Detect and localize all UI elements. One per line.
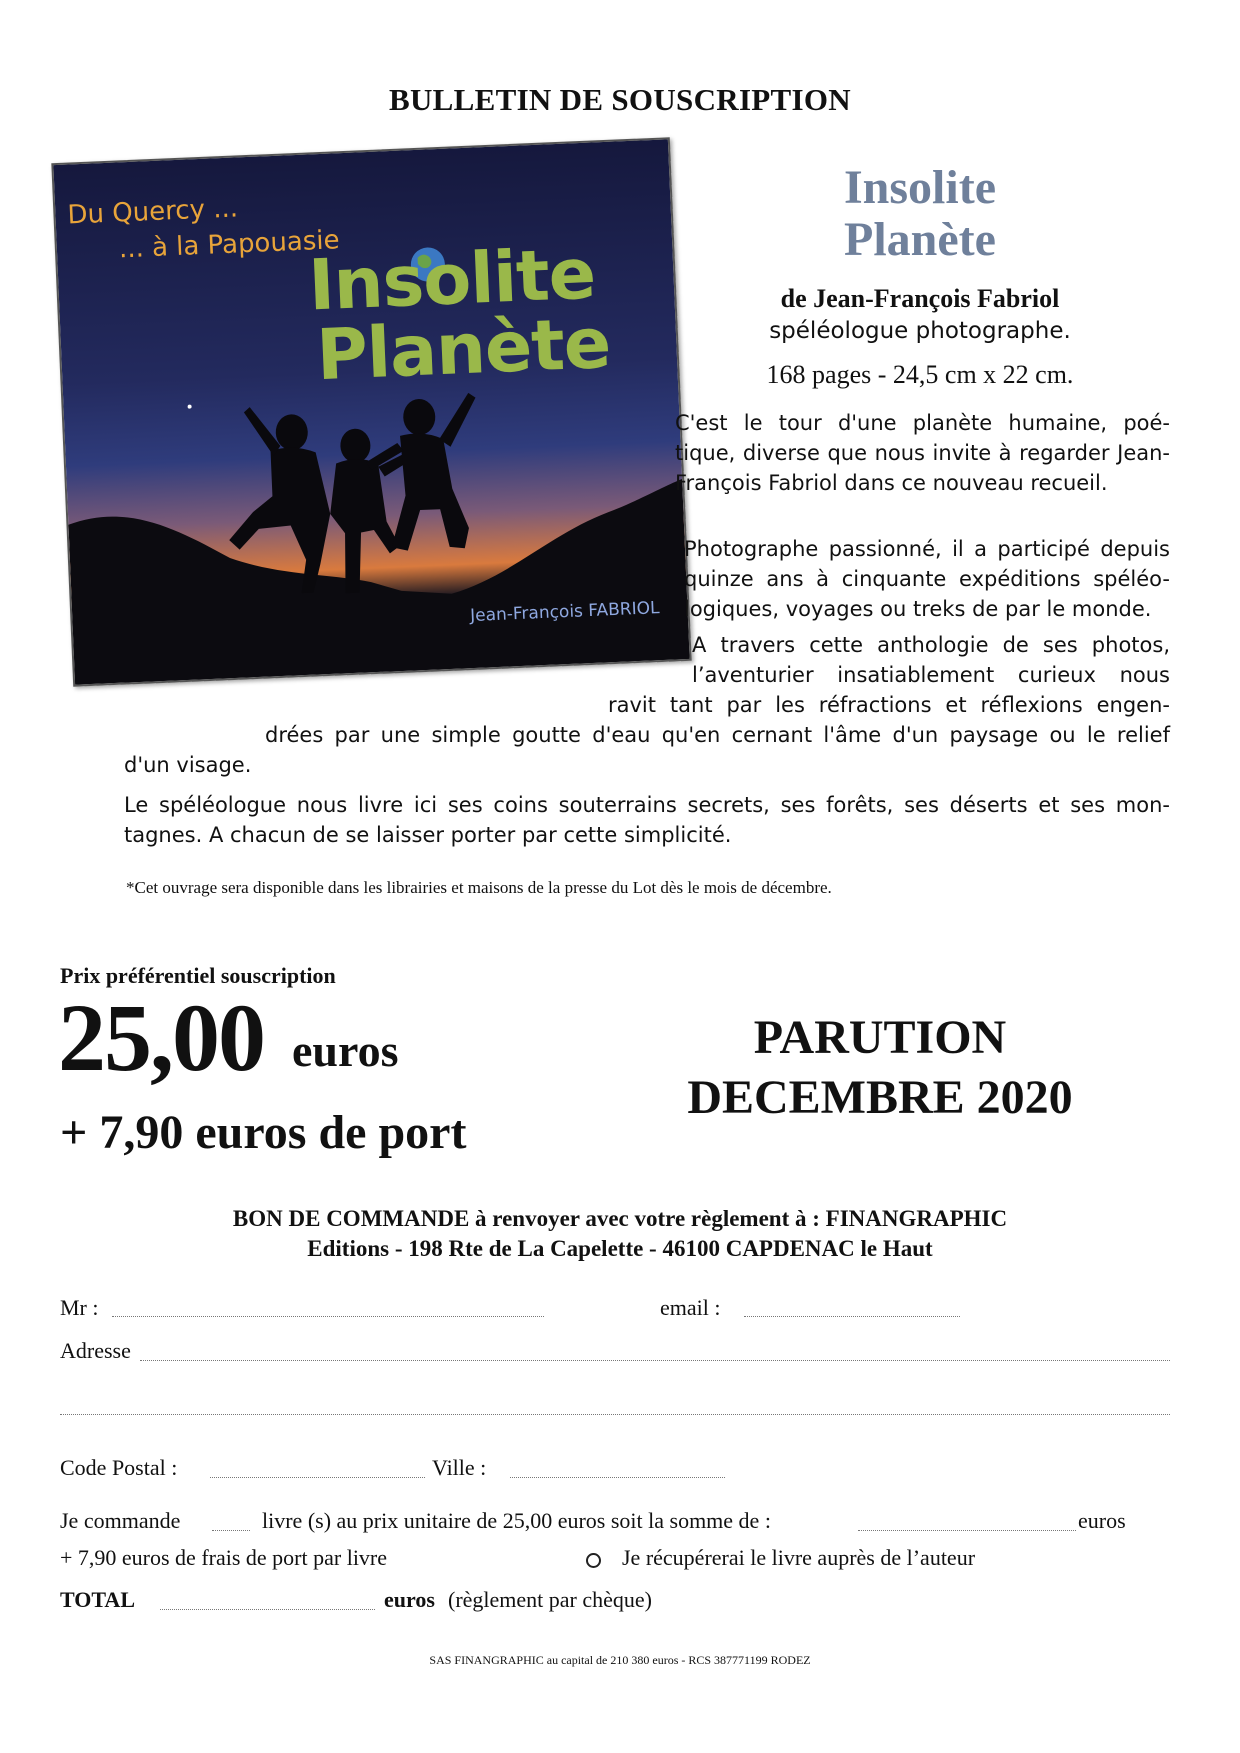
release-date: DECEMBRE 2020 bbox=[687, 1071, 1073, 1124]
order-instructions: BON DE COMMANDE à renvoyer avec votre règlement à : FINANGRAPHIC bbox=[232, 1206, 1008, 1231]
quantity-field[interactable] bbox=[212, 1530, 250, 1531]
author-profession: spéléologue photographe. bbox=[769, 318, 1071, 344]
book-specs: 168 pages - 24,5 cm x 22 cm. bbox=[766, 360, 1074, 389]
pickup-radio[interactable] bbox=[586, 1553, 601, 1568]
cover-title-line1: Insolite bbox=[306, 232, 597, 327]
postal-code-field[interactable] bbox=[210, 1477, 425, 1478]
sum-currency: euros bbox=[1078, 1508, 1126, 1533]
page-heading: BULLETIN DE SOUSCRIPTION bbox=[389, 82, 851, 117]
total-field[interactable] bbox=[160, 1609, 375, 1610]
payment-note: (règlement par chèque) bbox=[448, 1587, 652, 1612]
paragraph-3-line-1: A travers cette anthologie de ses photos, bbox=[692, 633, 1170, 657]
sum-field[interactable] bbox=[858, 1530, 1076, 1531]
paragraph-3-line-2: l’aventurier insatiablement curieux nous bbox=[692, 663, 1170, 687]
paragraph-3-line-4: drées par une simple goutte d'eau qu'en cernant l'âme d'un paysage ou le relief bbox=[265, 723, 1170, 747]
shipping-cost: + 7,90 euros de port bbox=[60, 1106, 467, 1159]
legal-footer: SAS FINANGRAPHIC au capital de 210 380 euros - RCS 387771199 RODEZ bbox=[429, 1653, 811, 1667]
total-label: TOTAL bbox=[60, 1587, 135, 1612]
availability-footnote: *Cet ouvrage sera disponible dans les librairies et maisons de la presse du Lot dès le mois de décembre. bbox=[126, 878, 832, 897]
shipping-per-book: + 7,90 euros de frais de port par livre bbox=[60, 1545, 388, 1570]
order-prefix: Je commande bbox=[60, 1508, 181, 1533]
description-paragraph-2: Photographe passionné, il a participé depuis quinze ans à cinquante expéditions spéléo- logiques, voyages ou treks de par le monde. bbox=[684, 537, 1170, 621]
book-author: de Jean-François Fabriol bbox=[780, 284, 1060, 313]
name-label: Mr : bbox=[60, 1295, 99, 1320]
city-label: Ville : bbox=[432, 1455, 487, 1480]
pickup-option-label: Je récupérerai le livre auprès de l’auteur bbox=[622, 1545, 976, 1570]
address-label: Adresse bbox=[60, 1338, 131, 1363]
book-title-line2: Planète bbox=[844, 213, 996, 266]
email-field[interactable] bbox=[744, 1316, 960, 1317]
description-paragraph-3 bbox=[692, 630, 1170, 690]
email-label: email : bbox=[660, 1295, 721, 1320]
address-field[interactable] bbox=[140, 1360, 1170, 1361]
name-field[interactable] bbox=[112, 1316, 544, 1317]
price-label: Prix préférentiel souscription bbox=[60, 963, 336, 988]
address-field-line-2[interactable] bbox=[60, 1414, 1170, 1415]
total-currency: euros bbox=[384, 1587, 435, 1612]
cover-author: Jean-François FABRIOL bbox=[469, 598, 660, 627]
cover-title-line2: Planète bbox=[314, 301, 612, 397]
book-cover-image bbox=[51, 137, 691, 686]
star-icon bbox=[188, 405, 192, 409]
city-field[interactable] bbox=[510, 1477, 725, 1478]
cover-tagline-line1: Du Quercy ... bbox=[66, 193, 239, 231]
paragraph-3-line-3: ravit tant par les réfractions et réflexions engen- bbox=[608, 693, 1170, 717]
description-paragraph-4: Le spéléologue nous livre ici ses coins souterrains secrets, ses forêts, ses déserts et ses mon- tagnes. A chacun de se laisser porter par cette simplicité. bbox=[124, 793, 1170, 847]
paragraph-3-line-5: d'un visage. bbox=[124, 753, 252, 777]
postal-code-label: Code Postal : bbox=[60, 1455, 178, 1480]
description-paragraph-1: C'est le tour d'une planète humaine, poé- tique, diverse que nous invite à regarder Jean-François Fabriol dans ce nouveau recueil. bbox=[675, 411, 1170, 495]
price-value: 25,00 bbox=[58, 984, 264, 1091]
book-title-line1: Insolite bbox=[843, 161, 996, 214]
cover-tagline-line2: ... à la Papouasie bbox=[118, 225, 341, 265]
order-address: Editions - 198 Rte de La Capelette - 46100 CAPDENAC le Haut bbox=[307, 1236, 933, 1261]
order-unit-price-text: livre (s) au prix unitaire de 25,00 euros soit la somme de : bbox=[262, 1508, 771, 1533]
price-currency: euros bbox=[292, 1025, 399, 1076]
release-label: PARUTION bbox=[753, 1011, 1007, 1064]
